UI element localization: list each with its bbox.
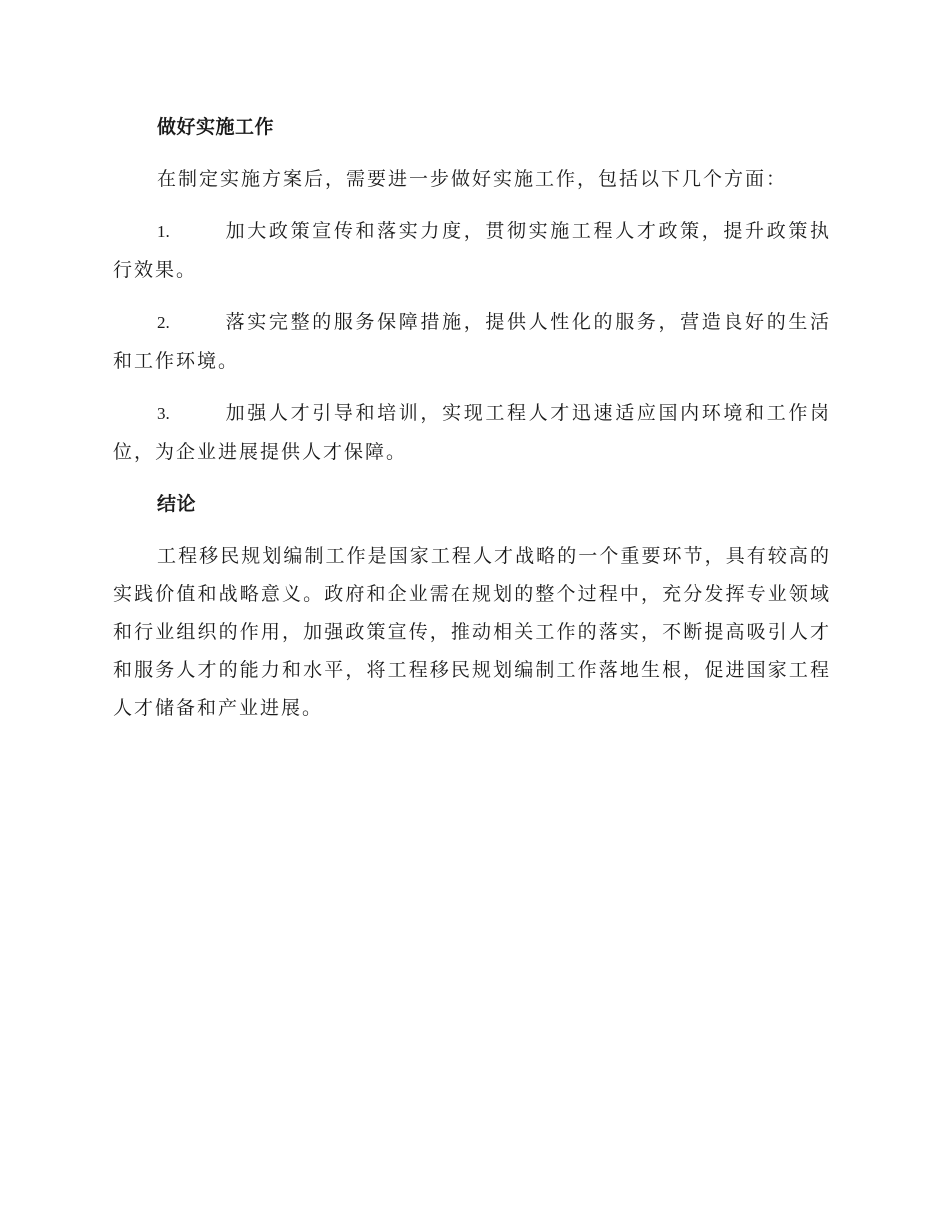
list-item-text: 加大政策宣传和落实力度，贯彻实施工程人才政策，提升政策执行效果。: [113, 220, 831, 281]
list-number: 2.: [157, 313, 170, 332]
list-item-3: [113, 394, 831, 471]
intro-paragraph: 在制定实施方案后，需要进一步做好实施工作，包括以下几个方面：: [157, 168, 788, 190]
list-item-2: [113, 303, 831, 380]
document-page: [113, 108, 831, 727]
section-heading-implementation: 做好实施工作: [157, 116, 275, 138]
list-item-text: 加强人才引导和培训，实现工程人才迅速适应国内环境和工作岗位，为企业进展提供人才保障。: [113, 402, 831, 463]
list-number: 1.: [157, 222, 170, 241]
section-heading-conclusion: 结论: [157, 493, 197, 515]
list-item-1: [113, 212, 831, 289]
list-item-text: 落实完整的服务保障措施，提供人性化的服务，营造良好的生活和工作环境。: [113, 311, 831, 372]
conclusion-paragraph: 工程移民规划编制工作是国家工程人才战略的一个重要环节，具有较高的实践价值和战略意义。政府和企业需在规划的整个过程中，充分发挥专业领域和行业组织的作用，加强政策宣传，推动相关工作的落实，不断提高吸引人才和服务人才的能力和水平，将工程移民规划编制工作落地生根，促进国家工程人才储备和产业进展。: [113, 545, 831, 719]
list-number: 3.: [157, 404, 170, 423]
